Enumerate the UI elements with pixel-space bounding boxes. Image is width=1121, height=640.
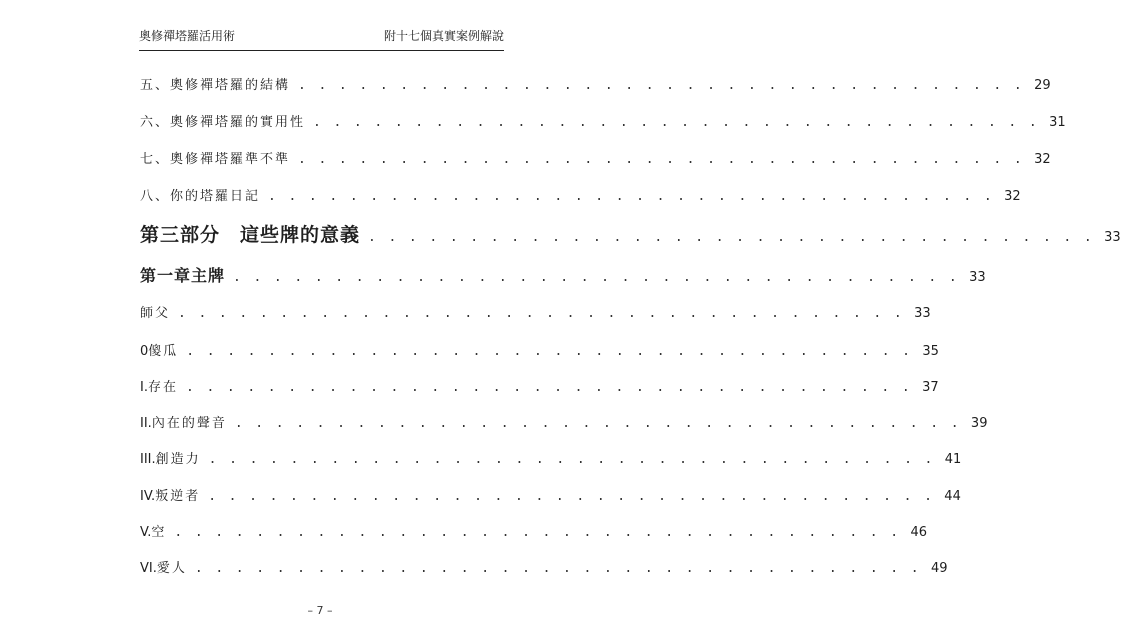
entry-title: 存在 bbox=[147, 380, 178, 395]
dot-leader: . . . . . . . . . . . . . . . . . . . . . . . . . . . . . . . . . . . . bbox=[208, 489, 935, 504]
toc-entry bbox=[140, 448, 962, 467]
dot-leader: . . . . . . . . . . . . . . . . . . . . . . . . . . . . . . . . . . . . bbox=[268, 189, 995, 204]
entry-page: 44 bbox=[944, 489, 961, 504]
toc-entry bbox=[140, 111, 1066, 130]
dot-leader: . . . . . . . . . . . . . . . . . . . . . . . . . . . . . . . . . . . . bbox=[194, 561, 921, 576]
dot-leader: . . . . . . . . . . . . . . . . . . . . . . . . . . . . . . . . . . . . bbox=[234, 416, 961, 431]
card-number: V. bbox=[140, 525, 152, 540]
page-number: – 7 – bbox=[307, 604, 333, 617]
entry-title: 創造力 bbox=[155, 452, 201, 467]
dot-leader: . . . . . . . . . . . . . . . . . . . . . . . . . . . . . . . . . . . . bbox=[185, 380, 913, 395]
entry-page: 46 bbox=[910, 525, 928, 540]
dot-leader: . . . . . . . . . . . . . . . . . . . . . . . . . . . . . . . . . . . . bbox=[208, 452, 935, 467]
chapter-title: 第一章主牌 bbox=[140, 266, 226, 285]
toc-entry bbox=[140, 302, 931, 321]
entry-page: 37 bbox=[922, 380, 939, 395]
entry-page: 32 bbox=[1034, 152, 1051, 167]
toc-entry bbox=[140, 521, 928, 540]
entry-page: 29 bbox=[1034, 78, 1051, 93]
toc-entry bbox=[140, 148, 1051, 167]
book-subtitle: 附十七個真實案例解說 bbox=[383, 29, 504, 43]
book-title: 奧修禪塔羅活用術 bbox=[139, 29, 236, 43]
table-of-contents bbox=[140, 0, 1121, 640]
dot-leader: . . . . . . . . . . . . . . . . . . . . . . . . . . . . . . . . . . . . bbox=[368, 230, 1095, 245]
toc-entry-chapter-heading bbox=[140, 263, 986, 286]
entry-title: 內在的聲音 bbox=[151, 416, 227, 431]
entry-title: 六、奧修禪塔羅的實用性 bbox=[140, 115, 306, 130]
dot-leader: . . . . . . . . . . . . . . . . . . . . . . . . . . . . . . . . . . . . bbox=[298, 78, 1025, 93]
entry-page: 31 bbox=[1049, 115, 1066, 130]
entry-title: 空 bbox=[151, 525, 167, 540]
toc-entry bbox=[140, 185, 1021, 204]
dot-leader: . . . . . . . . . . . . . . . . . . . . . . . . . . . . . . . . . . . . bbox=[186, 344, 913, 359]
entry-title: 愛人 bbox=[156, 561, 187, 576]
entry-title: 傻瓜 bbox=[148, 344, 179, 359]
card-number: VI. bbox=[140, 561, 157, 576]
card-number: III. bbox=[140, 452, 156, 467]
part-title: 第三部分 這些牌的意義 bbox=[140, 224, 361, 246]
entry-page: 33 bbox=[1104, 230, 1121, 245]
toc-entry bbox=[140, 557, 948, 576]
dot-leader: . . . . . . . . . . . . . . . . . . . . . . . . . . . . . . . . . . . . bbox=[298, 152, 1025, 167]
entry-page: 49 bbox=[930, 561, 948, 576]
toc-entry bbox=[140, 376, 939, 395]
entry-title: 七、奧修禪塔羅準不準 bbox=[140, 152, 291, 167]
entry-page: 32 bbox=[1004, 189, 1021, 204]
entry-page: 33 bbox=[914, 306, 931, 321]
entry-page: 41 bbox=[944, 452, 962, 467]
entry-title: 八、你的塔羅日記 bbox=[140, 189, 261, 204]
card-number: I. bbox=[140, 380, 148, 395]
dot-leader: . . . . . . . . . . . . . . . . . . . . . . . . . . . . . . . . . . . . bbox=[233, 270, 960, 285]
card-number: IV. bbox=[140, 489, 156, 504]
toc-entry bbox=[140, 412, 988, 431]
dot-leader: . . . . . . . . . . . . . . . . . . . . . . . . . . . . . . . . . . . . bbox=[313, 115, 1040, 130]
dot-leader: . . . . . . . . . . . . . . . . . . . . . . . . . . . . . . . . . . . . bbox=[174, 525, 901, 540]
entry-title: 叛逆者 bbox=[155, 489, 201, 504]
toc-entry bbox=[140, 485, 961, 504]
toc-entry bbox=[140, 340, 939, 359]
entry-page: 39 bbox=[970, 416, 988, 431]
card-number: 0 bbox=[140, 344, 149, 359]
toc-entry-part-heading bbox=[140, 220, 1121, 247]
dot-leader: . . . . . . . . . . . . . . . . . . . . . . . . . . . . . . . . . . . . bbox=[178, 306, 905, 321]
entry-title: 五、奧修禪塔羅的結構 bbox=[140, 78, 291, 93]
entry-title: 師父 bbox=[140, 306, 171, 321]
entry-page: 33 bbox=[969, 270, 986, 285]
entry-page: 35 bbox=[922, 344, 939, 359]
card-number: II. bbox=[140, 416, 152, 431]
toc-entry bbox=[140, 74, 1051, 93]
